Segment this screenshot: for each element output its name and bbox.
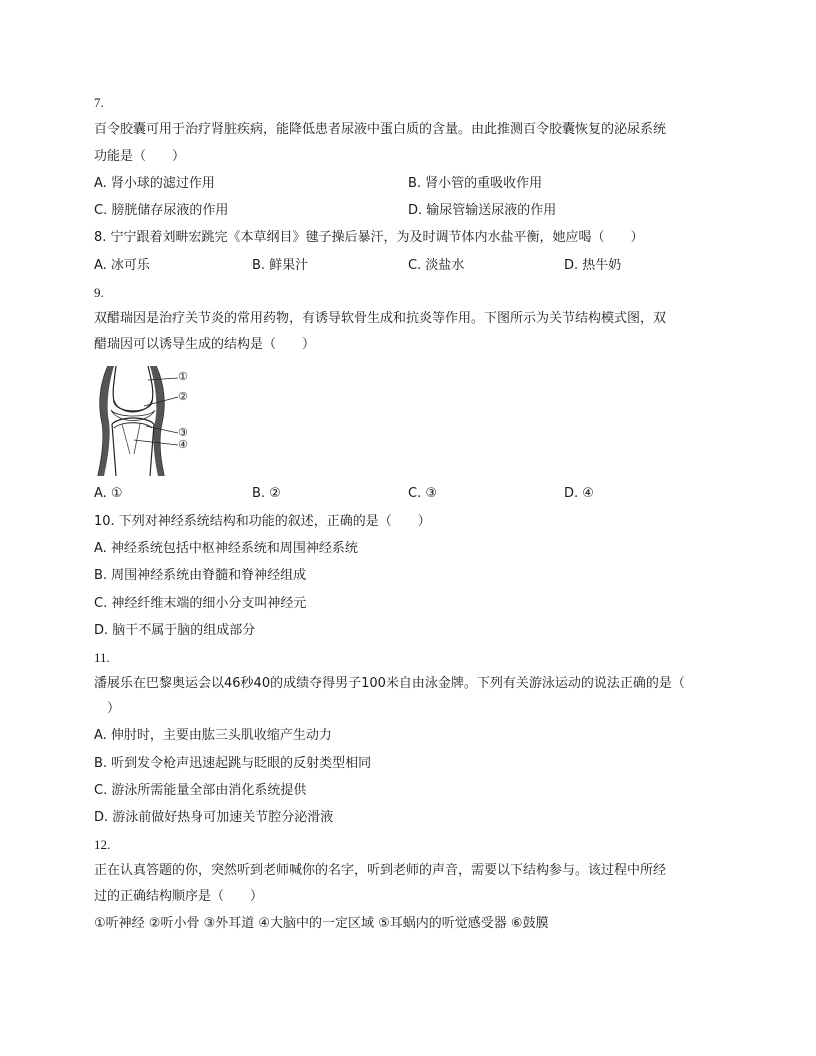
q7-option-c: C. 膀胱储存尿液的作用 [94,203,229,218]
q9-option-a: A. ① [94,486,123,501]
q11-number: 11. [94,650,110,665]
q12-stem-line1: 正在认真答题的你，突然听到老师喊你的名字，听到老师的声音，需要以下结构参与。该过程中所经 [94,863,667,878]
q11-option-b: B. 听到发令枪声迅速起跳与眨眼的反射类型相同 [94,756,372,771]
diagram-label-3: ③ [178,426,188,439]
q9-option-c: C. ③ [408,486,437,501]
q9-stem-line2: 醋瑞因可以诱导生成的结构是（ ） [94,337,316,352]
q7-option-b: B. 肾小管的重吸收作用 [408,176,543,191]
q7-number: 7. [94,95,104,110]
q8-stem: 8. 宁宁跟着刘畊宏跳完《本草纲目》毽子操后暴汗，为及时调节体内水盐平衡，她应喝（ ） [94,230,644,245]
q7-stem-line1: 百令胶囊可用于治疗肾脏疾病，能降低患者尿液中蛋白质的含量。由此推测百令胶囊恢复的泌尿系统 [94,122,667,137]
q9-stem-line1: 双醋瑞因是治疗关节炎的常用药物，有诱导软骨生成和抗炎等作用。下图所示为关节结构模式图，双 [94,311,667,326]
q10-option-b: B. 周围神经系统由脊髓和脊神经组成 [94,568,307,583]
q11-option-c: C. 游泳所需能量全部由消化系统提供 [94,783,307,798]
q9-option-d: D. ④ [564,486,594,501]
q12-number: 12. [94,837,111,852]
q9-option-b: B. ② [252,486,281,501]
q8-option-b: B. 鲜果汁 [252,258,309,273]
q10-option-c: C. 神经纤维末端的细小分支叫神经元 [94,596,307,611]
q9-number: 9. [94,285,104,300]
q8-option-c: C. 淡盐水 [408,258,465,273]
q10-option-a: A. 神经系统包括中枢神经系统和周围神经系统 [94,541,358,556]
q7-option-a: A. 肾小球的滤过作用 [94,176,215,191]
q7-stem-line2: 功能是（ ） [94,149,186,164]
diagram-label-4: ④ [178,438,188,451]
q12-stem-line2: 过的正确结构顺序是（ ） [94,889,264,904]
q8-option-a: A. 冰可乐 [94,258,150,273]
q8-option-d: D. 热牛奶 [564,258,622,273]
joint-structure-diagram [94,364,194,478]
q11-option-d: D. 游泳前做好热身可加速关节腔分泌滑液 [94,810,334,825]
q12-structure-list: ①听神经 ②听小骨 ③外耳道 ④大脑中的一定区域 ⑤耳蜗内的听觉感受器 ⑥鼓膜 [94,916,549,931]
q11-stem-line2: ） [94,701,121,716]
q11-option-a: A. 伸肘时，主要由肱三头肌收缩产生动力 [94,728,332,743]
q11-stem-line1: 潘展乐在巴黎奥运会以46秒40的成绩夺得男子100米自由泳金牌。下列有关游泳运动的说法正确的是（ [94,676,685,691]
q7-option-d: D. 输尿管输送尿液的作用 [408,203,557,218]
q10-option-d: D. 脑干不属于脑的组成部分 [94,623,256,638]
q10-stem: 10. 下列对神经系统结构和功能的叙述，正确的是（ ） [94,514,431,529]
diagram-label-1: ① [178,370,188,383]
diagram-label-2: ② [178,390,188,403]
